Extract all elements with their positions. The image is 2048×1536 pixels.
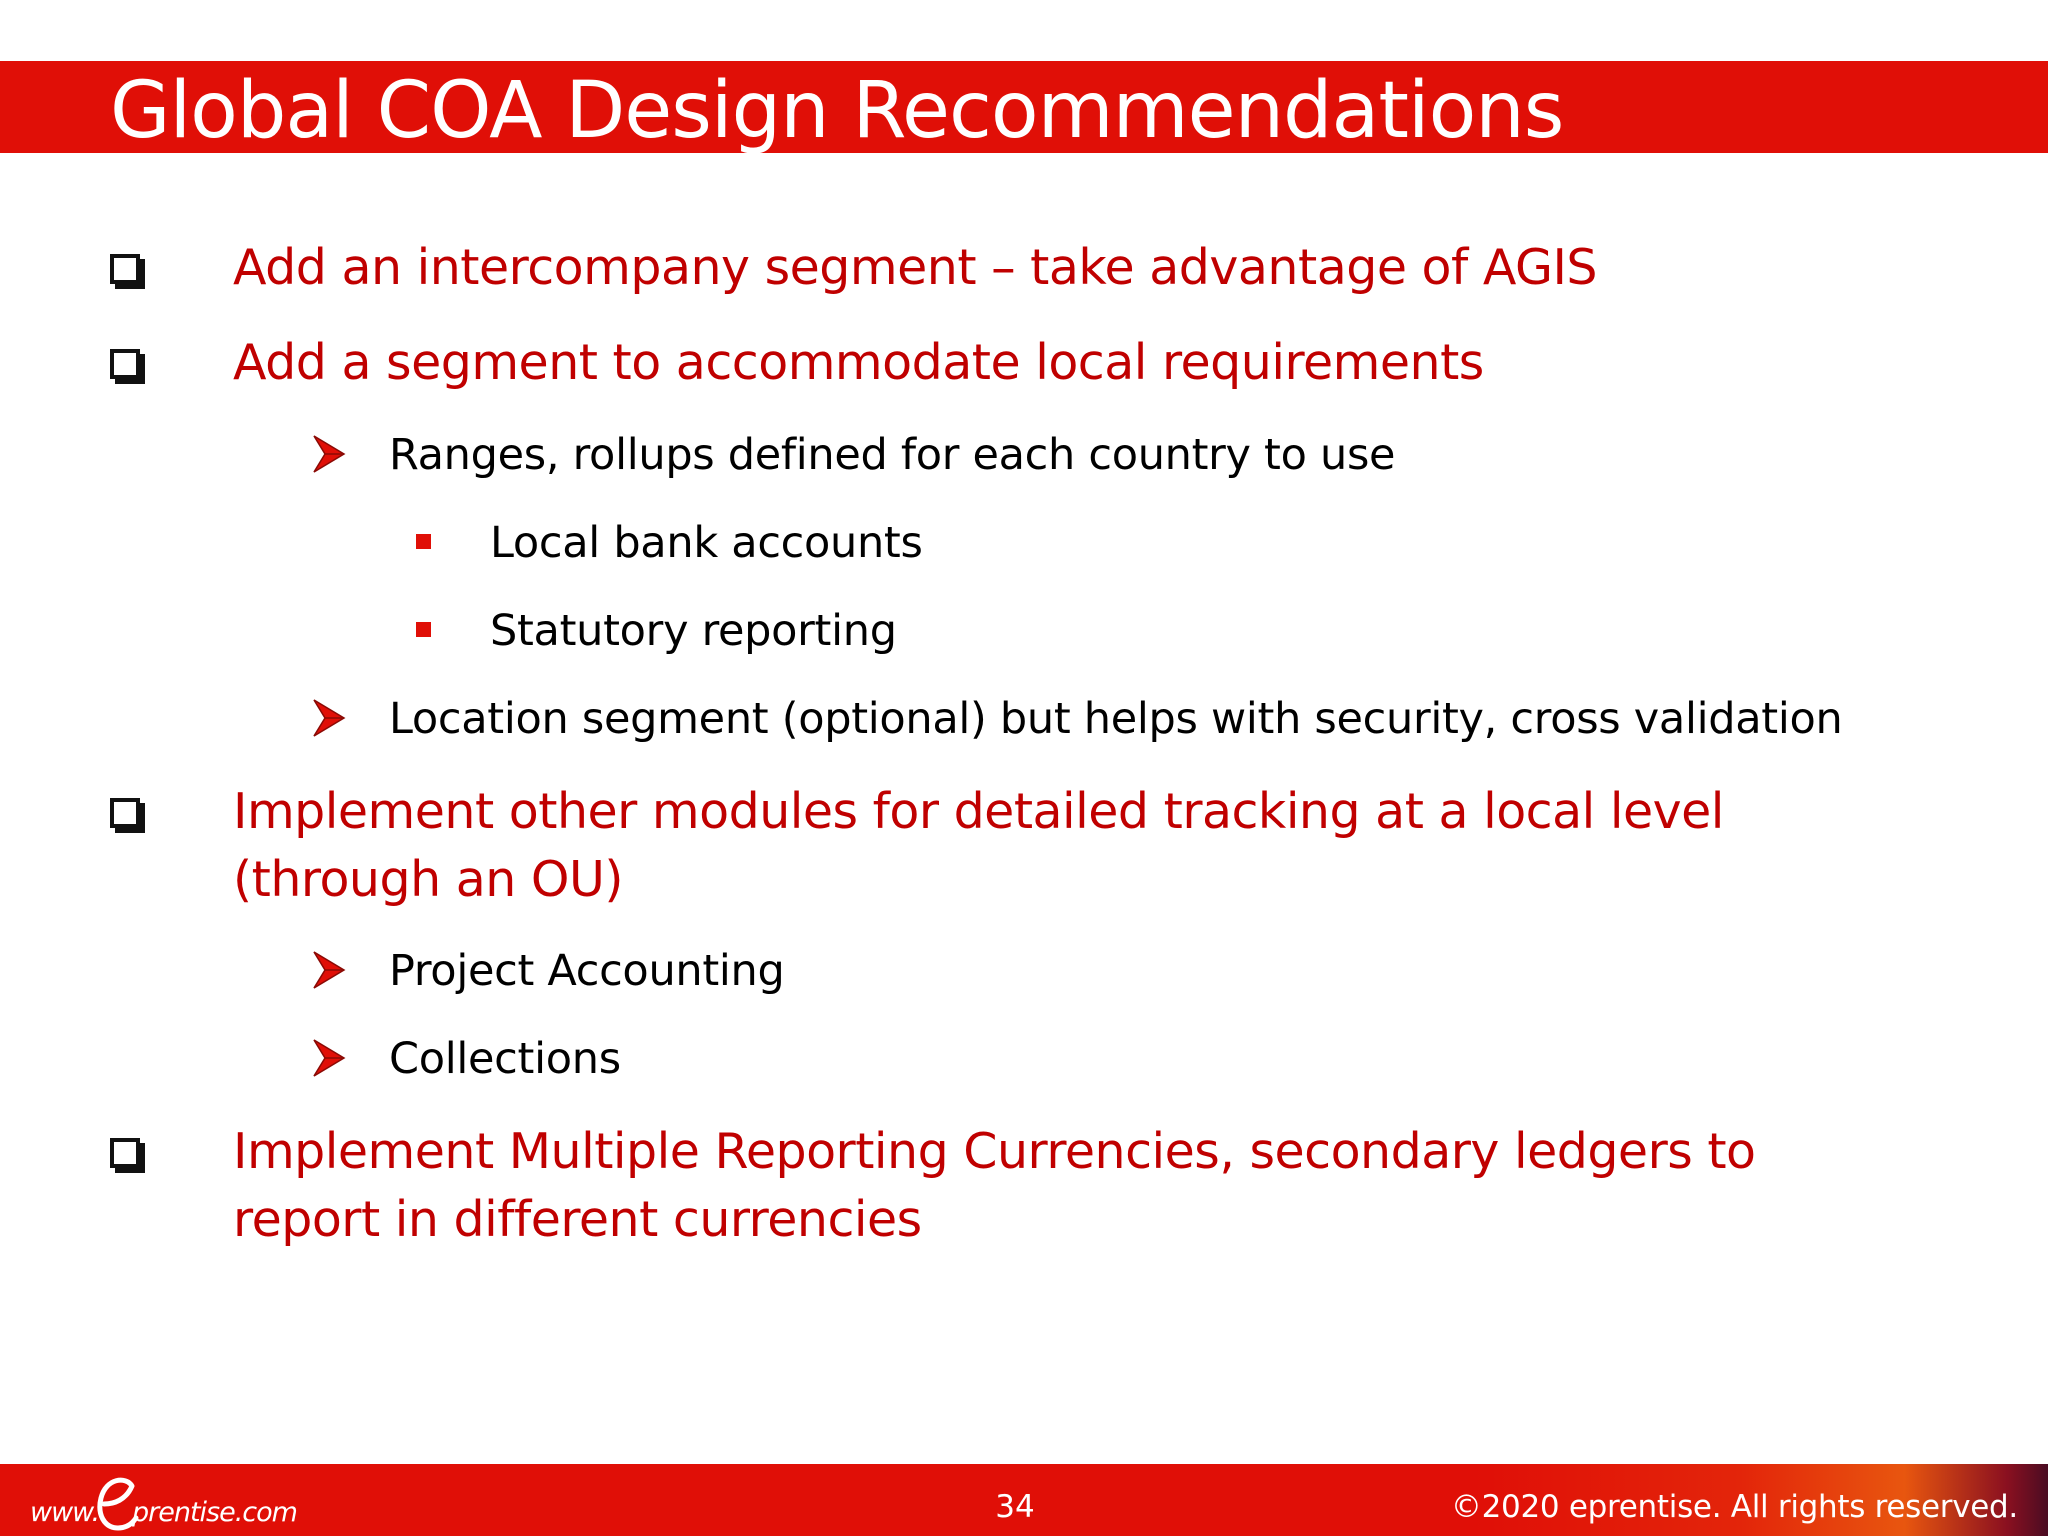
checkbox-square-icon <box>110 1138 140 1168</box>
slide-title: Global COA Design Recommendations <box>110 66 1564 156</box>
sub-bullet-text: Ranges, rollups defined for each country to use <box>389 430 1396 480</box>
bullet-text: Add a segment to accommodate local requirements <box>233 334 1484 391</box>
bullet-text: Implement other modules for detailed tracking at a local level <box>233 783 1724 840</box>
checkbox-square-icon <box>110 254 140 284</box>
checkbox-square-icon <box>110 798 140 828</box>
arrowhead-bullet-icon <box>312 949 346 991</box>
sub-bullet-text: Collections <box>389 1034 621 1084</box>
sub-bullet-text: Project Accounting <box>389 946 785 996</box>
sub-bullet-text: Location segment (optional) but helps with security, cross validation <box>389 694 1843 744</box>
logo-www-text: www. <box>30 1497 100 1528</box>
arrowhead-bullet-icon <box>312 697 346 739</box>
arrowhead-bullet-icon <box>312 433 346 475</box>
sub-sub-bullet-text: Statutory reporting <box>490 606 897 656</box>
bullet-text-line2: report in different currencies <box>233 1191 922 1248</box>
square-bullet-icon <box>416 622 431 637</box>
bullet-text: Implement Multiple Reporting Currencies, secondary ledgers to <box>233 1123 1756 1180</box>
checkbox-square-icon <box>110 349 140 379</box>
square-bullet-icon <box>416 534 431 549</box>
bullet-text: Add an intercompany segment – take advantage of AGIS <box>233 239 1598 296</box>
arrowhead-bullet-icon <box>312 1037 346 1079</box>
logo-rest-text: prentise.com <box>132 1497 297 1528</box>
page-number: 34 <box>995 1489 1035 1525</box>
bullet-text-line2: (through an OU) <box>233 851 623 908</box>
sub-sub-bullet-text: Local bank accounts <box>490 518 923 568</box>
copyright-notice: ©2020 eprentise. All rights reserved. <box>1450 1489 2018 1525</box>
